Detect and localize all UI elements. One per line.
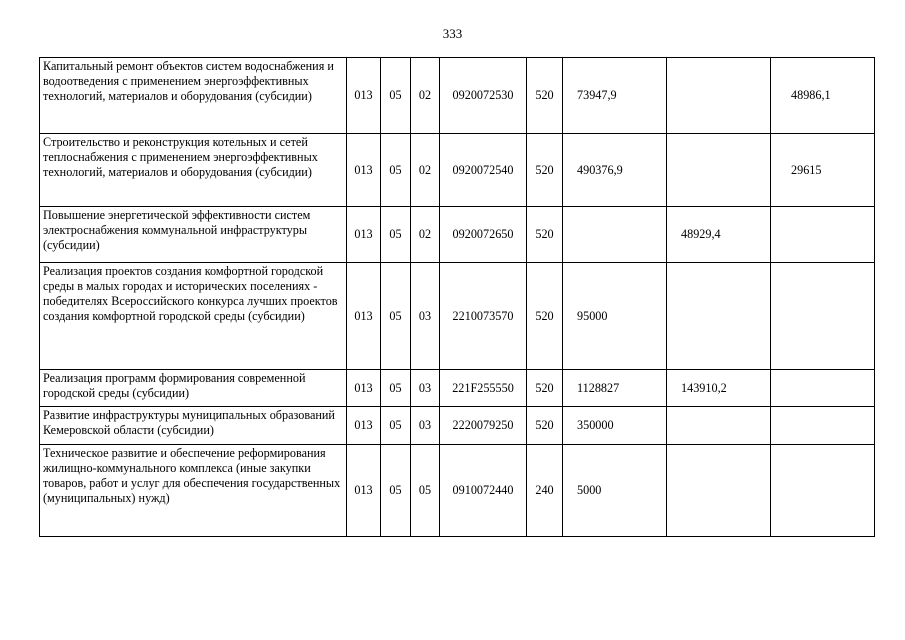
row-name: Реализация проектов создания комфортной городской среды в малых городах и исторических поселениях - победителях Всероссийского конкурса лучших проектов создания комфортной городской среды (субсидии) (40, 263, 347, 370)
row-name: Повышение энергетической эффективности систем электроснабжения коммунальной инфраструктуры (субсидии) (40, 207, 347, 263)
sum-column-3: 48986,1 (771, 58, 875, 134)
expense-type-code: 520 (527, 207, 563, 263)
section-code: 05 (381, 445, 411, 537)
subsection-code: 02 (411, 207, 440, 263)
subsection-code: 02 (411, 134, 440, 207)
table-row (40, 263, 875, 370)
expense-type-code: 520 (527, 134, 563, 207)
target-article-code: 0920072650 (440, 207, 527, 263)
section-code: 05 (381, 263, 411, 370)
target-article-code: 2220079250 (440, 407, 527, 445)
table-row (40, 207, 875, 263)
section-code: 05 (381, 58, 411, 134)
expense-type-code: 520 (527, 58, 563, 134)
sum-column-3 (771, 370, 875, 407)
expense-type-code: 520 (527, 370, 563, 407)
sum-column-2: 48929,4 (667, 207, 771, 263)
expense-type-code: 240 (527, 445, 563, 537)
row-name: Строительство и реконструкция котельных и сетей теплоснабжения с применением энергоэффективных технологий, материалов и оборудования (субсидии) (40, 134, 347, 207)
ministry-code: 013 (347, 207, 381, 263)
target-article-code: 0910072440 (440, 445, 527, 537)
row-name: Капитальный ремонт объектов систем водоснабжения и водоотведения с применением энергоэффективных технологий, материалов и оборудования (субсидии) (40, 58, 347, 134)
sum-column-1: 95000 (563, 263, 667, 370)
subsection-code: 03 (411, 407, 440, 445)
subsection-code: 03 (411, 370, 440, 407)
sum-column-1: 5000 (563, 445, 667, 537)
table-row (40, 58, 875, 134)
sum-column-2 (667, 58, 771, 134)
sum-column-3 (771, 407, 875, 445)
ministry-code: 013 (347, 134, 381, 207)
target-article-code: 0920072530 (440, 58, 527, 134)
table-row (40, 134, 875, 207)
sum-column-2 (667, 134, 771, 207)
subsection-code: 05 (411, 445, 440, 537)
sum-column-3: 29615 (771, 134, 875, 207)
subsection-code: 02 (411, 58, 440, 134)
table-row (40, 370, 875, 407)
row-name: Реализация программ формирования современной городской среды (субсидии) (40, 370, 347, 407)
section-code: 05 (381, 370, 411, 407)
sum-column-2: 143910,2 (667, 370, 771, 407)
sum-column-1: 73947,9 (563, 58, 667, 134)
sum-column-3 (771, 445, 875, 537)
sum-column-1: 490376,9 (563, 134, 667, 207)
ministry-code: 013 (347, 263, 381, 370)
section-code: 05 (381, 134, 411, 207)
sum-column-1: 350000 (563, 407, 667, 445)
budget-table (39, 57, 875, 537)
target-article-code: 2210073570 (440, 263, 527, 370)
expense-type-code: 520 (527, 263, 563, 370)
ministry-code: 013 (347, 370, 381, 407)
ministry-code: 013 (347, 445, 381, 537)
section-code: 05 (381, 407, 411, 445)
ministry-code: 013 (347, 407, 381, 445)
target-article-code: 0920072540 (440, 134, 527, 207)
table-row (40, 445, 875, 537)
page-number: 333 (442, 26, 463, 41)
sum-column-2 (667, 407, 771, 445)
target-article-code: 221F255550 (440, 370, 527, 407)
ministry-code: 013 (347, 58, 381, 134)
sum-column-2 (667, 445, 771, 537)
subsection-code: 03 (411, 263, 440, 370)
sum-column-2 (667, 263, 771, 370)
sum-column-3 (771, 207, 875, 263)
table-row (40, 407, 875, 445)
sum-column-1 (563, 207, 667, 263)
sum-column-1: 1128827 (563, 370, 667, 407)
section-code: 05 (381, 207, 411, 263)
row-name: Техническое развитие и обеспечение реформирования жилищно-коммунального комплекса (иные закупки товаров, работ и услуг для обеспечения государственных (муниципальных) нужд) (40, 445, 347, 537)
row-name: Развитие инфраструктуры муниципальных образований Кемеровской области (субсидии) (40, 407, 347, 445)
sum-column-3 (771, 263, 875, 370)
expense-type-code: 520 (527, 407, 563, 445)
